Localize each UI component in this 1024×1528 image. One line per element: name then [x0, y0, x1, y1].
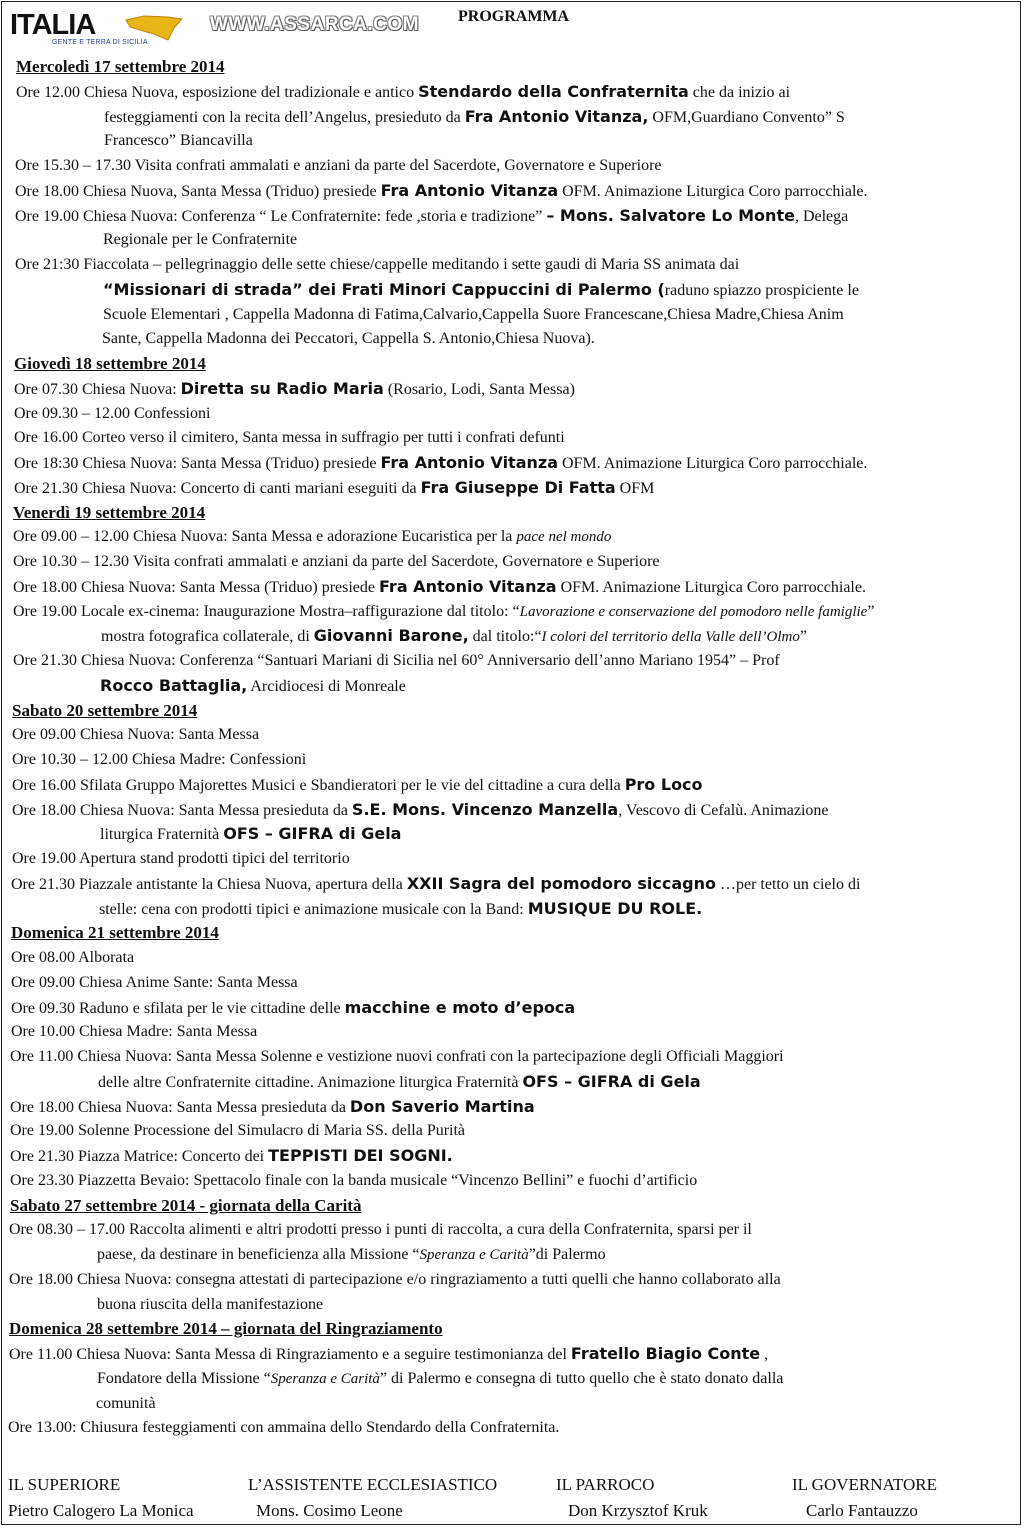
text: OFM. Animazione Liturgica Coro parrocchiale.: [556, 578, 866, 596]
text: Arcidiocesi di Monreale: [247, 677, 406, 695]
text: Ore 09.00 – 12.00 Chiesa Nuova: Santa Messa e adorazione Eucaristica per la: [13, 528, 517, 546]
text: paese, da destinare in beneficienza alla Missione “: [97, 1246, 420, 1263]
text: mostra fotografica collaterale, di: [101, 628, 314, 646]
event-line: [11, 947, 134, 969]
event-line: [11, 997, 575, 1020]
text: …per tetto un cielo di: [716, 875, 861, 893]
bold-text: Fra Antonio Vitanza: [380, 180, 559, 200]
signature-name: Pietro Calogero La Monica: [8, 1501, 194, 1520]
day-heading: Sabato 27 settembre 2014 - giornata della Carità: [10, 1195, 362, 1215]
bold-text: OFS – GIFRA di Gela: [223, 824, 402, 844]
page-title: PROGRAMMA: [458, 8, 570, 25]
text: Ore 18.00 Chiesa Nuova: Santa Messa presieduta da: [12, 801, 352, 819]
event-line: [14, 427, 565, 449]
italic-text: Lavorazione e conservazione del pomodoro nelle famiglie: [519, 603, 868, 620]
bold-text: TEPPISTI DEI SOGNI.: [268, 1146, 453, 1165]
signature-role: L’ASSISTENTE ECCLESIASTICO: [248, 1475, 498, 1494]
event-line: [16, 81, 790, 104]
text: Ore 23.30 Piazzetta Bevaio: Spettacolo finale con la banda musicale “Vincenzo Bellini” e fuochi d’artificio: [10, 1171, 698, 1189]
text: Ore 19.00 Solenne Processione del Simulacro di Maria SS. della Purità: [10, 1122, 466, 1140]
event-continuation: [101, 625, 807, 648]
text: Ore 16.00 Corteo verso il cimitero, Santa messa in suffragio per tutti i confrati defunti: [14, 429, 565, 447]
event-line: [13, 526, 611, 548]
day-heading: Giovedì 18 settembre 2014: [14, 354, 206, 373]
site-url: WWW.ASSARCA.COM: [210, 14, 420, 35]
event-line: [10, 1120, 465, 1142]
signature-role: IL SUPERIORE: [8, 1475, 121, 1494]
event-continuation: [97, 1368, 783, 1390]
event-line: [12, 774, 703, 797]
event-continuation: [97, 1294, 323, 1316]
event-continuation: [103, 229, 297, 251]
text: , Delega: [794, 207, 849, 225]
text: Ore 08.00 Alborata: [11, 949, 135, 966]
event-line: [8, 1417, 559, 1439]
text: Ore 09.30 – 12.00 Confessioni: [14, 404, 211, 422]
text: Ore 08.30 – 17.00 Raccolta alimenti e altri prodotti presso i punti di raccolta, a cura della Confraternita, sparsi per il: [9, 1221, 752, 1239]
text: OFM,Guardiano Convento” S: [648, 108, 845, 126]
day-heading: Mercoledì 17 settembre 2014: [16, 57, 225, 76]
event-continuation: [102, 328, 595, 350]
bold-text: Rocco Battaglia,: [100, 675, 248, 695]
event-line: [9, 1269, 781, 1291]
event-line: [12, 848, 350, 870]
event-line: [14, 403, 210, 425]
text: Ore 21.30 Chiesa Nuova: Conferenza “Santuari Mariani di Sicilia nel 60° Anniversario dell’anno Mariano 1954” – Prof: [13, 652, 780, 669]
day-heading: Venerdì 19 settembre 2014: [13, 502, 206, 522]
signature-name: Carlo Fantauzzo: [806, 1501, 918, 1520]
signature-name: Mons. Cosimo Leone: [256, 1501, 403, 1520]
text: Ore 19.00 Chiesa Nuova: Conferenza “ Le Confraternite: fede ,storia e tradizione”: [15, 207, 547, 225]
sicily-map-icon: [124, 14, 184, 42]
text: ”: [867, 602, 875, 620]
bold-text: Diretta su Radio Maria: [180, 378, 384, 398]
bold-text: Fra Antonio Vitanza,: [464, 106, 649, 126]
italic-text: Speranza e Carità: [419, 1247, 529, 1263]
event-line: [12, 724, 259, 746]
text: OFM. Animazione Liturgica Coro parrocchiale.: [558, 182, 868, 200]
bold-text: – Mons. Salvatore Lo Monte: [546, 205, 795, 225]
bold-text: Fratello Biagio Conte: [570, 1344, 761, 1363]
bold-text: OFS – GIFRA di Gela: [522, 1071, 701, 1091]
text: OFM: [615, 479, 655, 497]
event-line: [12, 749, 306, 771]
event-line: [11, 972, 298, 994]
text: Ore 18.00 Chiesa Nuova: Santa Messa (Triduo) presiede: [13, 578, 380, 596]
text: delle altre Confraternite cittadine. Animazione liturgica Fraternità: [98, 1073, 523, 1091]
text: comunità: [96, 1394, 156, 1412]
bold-text: Don Saverio Martina: [349, 1096, 535, 1116]
text: ” di Palermo e consegna di tutto quello che è stato donato dalla: [379, 1369, 784, 1387]
signature-name: Don Krzysztof Kruk: [568, 1501, 708, 1520]
bold-text: Pro Loco: [624, 774, 703, 794]
text: Ore 09.00 Chiesa Nuova: Santa Messa: [12, 726, 260, 744]
text: Ore 07.30 Chiesa Nuova:: [14, 380, 181, 398]
event-continuation: [99, 898, 702, 921]
event-continuation: [98, 1071, 701, 1094]
text: Ore 10.30 – 12.30 Visita confrati ammalati e anziani da parte del Sacerdote, Governatore e Superiore: [13, 553, 660, 570]
event-continuation: [97, 1244, 606, 1266]
event-line: [13, 576, 866, 599]
italic-text: pace nel mondo: [516, 529, 612, 546]
day-heading: Domenica 28 settembre 2014 – giornata del Ringraziamento: [9, 1319, 443, 1339]
day-heading: Domenica 21 settembre 2014: [11, 923, 219, 943]
italic-text: Speranza e Carità: [270, 1370, 380, 1387]
signature-role: IL PARROCO: [556, 1475, 655, 1494]
event-continuation: [104, 106, 845, 129]
text: Ore 19.00 Locale ex-cinema: Inaugurazione Mostra–raffigurazione dal titolo: “: [13, 602, 520, 620]
text: Ore 18.00 Chiesa Nuova, Santa Messa (Triduo) presiede: [15, 182, 381, 200]
event-line: [10, 1145, 453, 1168]
event-continuation: [104, 130, 253, 152]
text: , Vescovo di Cefalù. Animazione: [618, 801, 829, 819]
event-line: [15, 254, 739, 276]
text: dal titolo:“: [468, 628, 542, 646]
text: ”di Palermo: [528, 1246, 606, 1263]
text: Ore 09.00 Chiesa Anime Sante: Santa Messa: [11, 973, 298, 991]
text: Ore 09.30 Raduno e sfilata per le vie cittadine delle: [11, 999, 345, 1017]
bold-text: Fra Giuseppe Di Fatta: [420, 477, 616, 497]
text: liturgica Fraternità: [100, 826, 224, 844]
bold-text: XXII Sagra del pomodoro siccagno: [406, 873, 716, 893]
event-continuation: [100, 675, 406, 698]
event-line: [14, 477, 654, 500]
event-line: [14, 378, 575, 401]
event-line: [10, 1096, 535, 1119]
text: Fondatore della Missione “: [97, 1369, 271, 1387]
event-line: [13, 551, 660, 573]
text: ,: [760, 1346, 769, 1363]
event-continuation: [100, 823, 401, 846]
text: raduno spiazzo prospiciente le: [664, 281, 859, 299]
text: Ore 11.00 Chiesa Nuova: Santa Messa Solenne e vestizione nuovi confrati con la partecipazione degli Officiali Maggiori: [10, 1048, 784, 1065]
text: Ore 19.00 Apertura stand prodotti tipici del territorio: [12, 850, 350, 867]
text: OFM. Animazione Liturgica Coro parrocchiale.: [558, 455, 868, 472]
event-line: [11, 1021, 257, 1043]
bold-text: MUSIQUE DU ROLE.: [527, 898, 703, 918]
event-line: [14, 452, 867, 475]
text: Ore 16.00 Sfilata Gruppo Majorettes Musici e Sbandieratori per le vie del cittadine a cura della: [12, 776, 625, 794]
text: Ore 21.30 Piazzale antistante la Chiesa Nuova, apertura della: [11, 875, 407, 893]
text: (Rosario, Lodi, Santa Messa): [383, 380, 575, 398]
logo-word: ITALIA: [10, 9, 96, 41]
event-line: [12, 799, 829, 822]
italia-logo: [8, 10, 184, 48]
logo-tagline: GENTE E TERRA DI SICILIA: [52, 39, 148, 46]
text: buona riuscita della manifestazione: [97, 1295, 324, 1313]
text: ”: [799, 628, 807, 646]
text: Ore 15.30 – 17.30 Visita confrati ammalati e anziani da parte del Sacerdote, Governatore e Superiore: [15, 157, 662, 174]
text: Sante, Cappella Madonna dei Peccatori, Cappella S. Antonio,Chiesa Nuova).: [102, 330, 595, 348]
event-line: [15, 180, 868, 203]
event-continuation: [103, 279, 859, 302]
signature-role: IL GOVERNATORE: [792, 1475, 937, 1494]
bold-text: S.E. Mons. Vincenzo Manzella: [351, 799, 619, 819]
event-continuation: [103, 304, 844, 326]
text: Ore 10.30 – 12.00 Chiesa Madre: Confessioni: [12, 751, 307, 768]
event-line: [13, 650, 780, 672]
event-line: [9, 1219, 752, 1241]
bold-text: “Missionari di strada” dei Frati Minori Cappuccini di Palermo (: [103, 279, 665, 299]
event-line: [15, 205, 848, 228]
program-list: [0, 56, 1020, 1456]
text: Ore 13.00: Chiusura festeggiamenti con ammaina dello Stendardo della Confraternita.: [8, 1419, 560, 1437]
text: Ore 21.30 Chiesa Nuova: Concerto di canti mariani eseguiti da: [14, 479, 421, 497]
text: Ore 21.30 Piazza Matrice: Concerto dei: [10, 1148, 269, 1165]
event-line: [15, 155, 662, 177]
bold-text: macchine e moto d’epoca: [344, 997, 576, 1017]
bold-text: Stendardo della Confraternita: [418, 81, 689, 101]
bold-text: Fra Antonio Vitanza: [380, 453, 558, 472]
text: Ore 11.00 Chiesa Nuova: Santa Messa di Ringraziamento e a seguire testimonianza del: [9, 1346, 571, 1363]
text: festeggiamenti con la recita dell’Angelus, presieduto da: [104, 108, 465, 126]
text: Ore 12.00 Chiesa Nuova, esposizione del tradizionale e antico: [16, 83, 419, 101]
text: Ore 21:30 Fiaccolata – pellegrinaggio delle sette chiese/cappelle meditando i sette gaudi di Maria SS animata dai: [15, 256, 740, 273]
text: Francesco” Biancavilla: [104, 132, 253, 150]
event-line: [9, 1343, 768, 1366]
text: Ore 18:30 Chiesa Nuova: Santa Messa (Triduo) presiede: [14, 455, 381, 472]
text: Ore 10.00 Chiesa Madre: Santa Messa: [11, 1023, 258, 1041]
text: Ore 18.00 Chiesa Nuova: consegna attestati di partecipazione e/o ringraziamento a tutti quelli che hanno collaborato alla: [9, 1270, 781, 1288]
day-heading: Sabato 20 settembre 2014: [12, 700, 198, 720]
text: che da inizio ai: [688, 83, 791, 101]
text: Regionale per le Confraternite: [103, 231, 298, 249]
event-continuation: [96, 1393, 156, 1415]
text: stelle: cena con prodotti tipici e animazione musicale con la Band:: [99, 900, 528, 918]
italic-text: I colori del territorio della Valle dell’Olmo: [541, 629, 800, 646]
bold-text: Giovanni Barone,: [313, 626, 469, 646]
event-line: [10, 1046, 784, 1068]
event-line: [10, 1170, 697, 1192]
text: Scuole Elementari , Cappella Madonna di Fatima,Calvario,Cappella Suore Francescane,Chiesa Madre,Chiesa Anim: [103, 305, 844, 323]
event-line: [11, 873, 860, 896]
bold-text: Fra Antonio Vitanza: [379, 576, 557, 596]
text: Ore 18.00 Chiesa Nuova: Santa Messa presieduta da: [10, 1098, 350, 1116]
event-line: [13, 601, 874, 623]
